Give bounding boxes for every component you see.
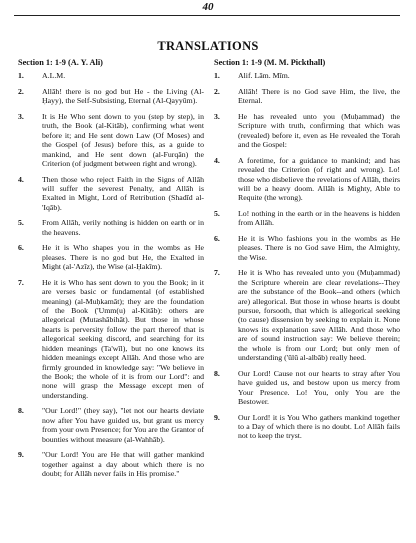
verse-text: It is He Who sent down to you (step by step), in truth, the Book (al-Kitāb), confirming what went before it; and He sent down Law (Of Moses) and the Gospel (of Jesus) before this, as a guide to mankind, and He sent down (al-Furqān) the Criterion (of judgment between right and wrong). — [42, 112, 204, 169]
verse-number: 9. — [214, 412, 220, 422]
verse-number: 5. — [214, 209, 220, 219]
column-ali — [18, 58, 204, 485]
verse-number: 7. — [18, 277, 24, 287]
header-rule — [14, 15, 400, 16]
verse-row — [18, 87, 204, 106]
verse-number: 4. — [18, 174, 24, 184]
column-heading: Section 1: 1-9 (M. M. Pickthall) — [214, 58, 326, 67]
verse-number: 3. — [214, 112, 220, 121]
verse-number: 5. — [18, 218, 24, 228]
verse-row — [18, 450, 204, 478]
verse-number: 8. — [214, 368, 220, 378]
column-heading: Section 1: 1-9 (A. Y. Ali) — [18, 58, 103, 67]
verse-row — [18, 406, 204, 444]
verse-row — [214, 156, 400, 203]
verse-number: 2. — [214, 87, 220, 96]
page-number: 40 — [202, 1, 214, 13]
verse-row — [18, 243, 204, 271]
verse-text: He has revealed unto you (Muḥammad) the Scripture with truth, confirming that which was (revealed) before it, even as He revealed the Torah and the Gospel: — [238, 112, 400, 150]
verse-text: Allāh! There is no God save Him, the live, the Eternal. — [238, 87, 400, 106]
verse-row — [214, 71, 400, 80]
verse-number: 6. — [214, 234, 220, 244]
verse-number: 7. — [214, 268, 220, 278]
verse-number: 2. — [18, 87, 24, 96]
verse-number: 6. — [18, 243, 24, 253]
verse-text: He it is Who shapes you in the wombs as He pleases. There is no god but He, the Exalted in Might (al-'Azīz), the Wise (al-Ḥakīm). — [42, 243, 204, 272]
column-pickthall — [214, 58, 400, 447]
verse-text: He it is Who has revealed unto you (Muḥammad) the Scripture wherein are clear revelations--They are the substance of the Book--and others (which are) allegorical. But those in whose hearts is doubt pursue, forsooth, that which is allegorical seeking (to cause) dissension by seeking to explain it. None knows its explanation save Allāh. And those who are of sound instruction say: We believe therein; the whole is from our Lord; but only men of understanding ('ūlū al-albāb) really heed. — [238, 268, 400, 363]
verse-row — [214, 209, 400, 228]
verse-text: Our Lord! Cause not our hearts to stray after You have guided us, and bestow upon us mercy from Your Presence. Lo! You, only You are the Bestower. — [238, 368, 400, 406]
verse-row — [214, 234, 400, 262]
verse-text: A.L.M. — [42, 71, 66, 81]
verse-text: He it is Who has sent down to you the Book; in it are verses basic or fundamental (of established meaning) (al-Muḥkamāt); they are the foundation of the Book ('Umm(u) al-Kitāb): others are allegorical (Mutashābihāt). But those in whose hearts is perversity follow the part thereof that is allegorical seeking discord, and searching for its hidden meanings (Ta'wīl), but no one knows its hidden meanings except Allāh. And those who are firmly grounded in knowledge say: "We believe in the Book; the whole of it is from our Lord": and none will grasp the Message except men of understanding. — [42, 277, 204, 400]
verse-row — [214, 369, 400, 407]
verse-text: He it is Who fashions you in the wombs as He pleases. There is no God save Him, the Almighty, the Wise. — [238, 234, 400, 262]
verse-row — [214, 268, 400, 362]
verse-number: 1. — [214, 71, 220, 81]
verse-row — [214, 413, 400, 441]
verse-row — [214, 87, 400, 106]
verse-row — [18, 175, 204, 213]
verse-text: From Allāh, verily nothing is hidden on earth or in the heavens. — [42, 218, 204, 237]
verse-row — [18, 71, 204, 80]
verse-text: Alif. Lām. Mīm. — [238, 71, 290, 81]
verse-row — [18, 112, 204, 168]
verse-text: Allāh! there is no god but He - the Living (Al-Ḥayy), the Self-Subsisting, Eternal (Al-Qayyūm). — [42, 87, 204, 106]
verse-text: Our Lord! it is You Who gathers mankind together to a Day of which there is no doubt. Lo! Allāh fails not to keep the tryst. — [238, 412, 400, 441]
verse-row — [18, 278, 204, 400]
verse-text: "Our Lord!" (they say), "let not our hearts deviate now after You have guided us, but grant us mercy from your own Presence; for You are the Grantor of bounties without measure (al-Wahhāb). — [42, 406, 204, 444]
verse-number: 1. — [18, 71, 24, 81]
verse-text: Then those who reject Faith in the Signs of Allāh will suffer the severest Penalty, and Allāh is Exalted in Might, Lord of Retribution (Shadīd al-'Iqāb). — [42, 174, 204, 212]
verse-number: 8. — [18, 406, 24, 416]
verse-number: 3. — [18, 112, 24, 121]
verse-row — [214, 112, 400, 150]
verse-text: A foretime, for a guidance to mankind; and has revealed the Criterion (of right and wrong). Lo! those who disbelieve the revelations of Allāh, theirs will be a heavy doom. Allāh is Mighty, Able to Requite (the wrong). — [238, 155, 400, 203]
verse-text: "Our Lord! You are He that will gather mankind together against a day about which there is no doubt; for Allāh never fails in His promise." — [42, 450, 204, 478]
verse-text: Lo! nothing in the earth or in the heavens is hidden from Allāh. — [238, 209, 400, 228]
verse-number: 9. — [18, 450, 24, 460]
verse-row — [18, 218, 204, 237]
page-title: TRANSLATIONS — [157, 39, 259, 53]
verse-number: 4. — [214, 155, 220, 165]
